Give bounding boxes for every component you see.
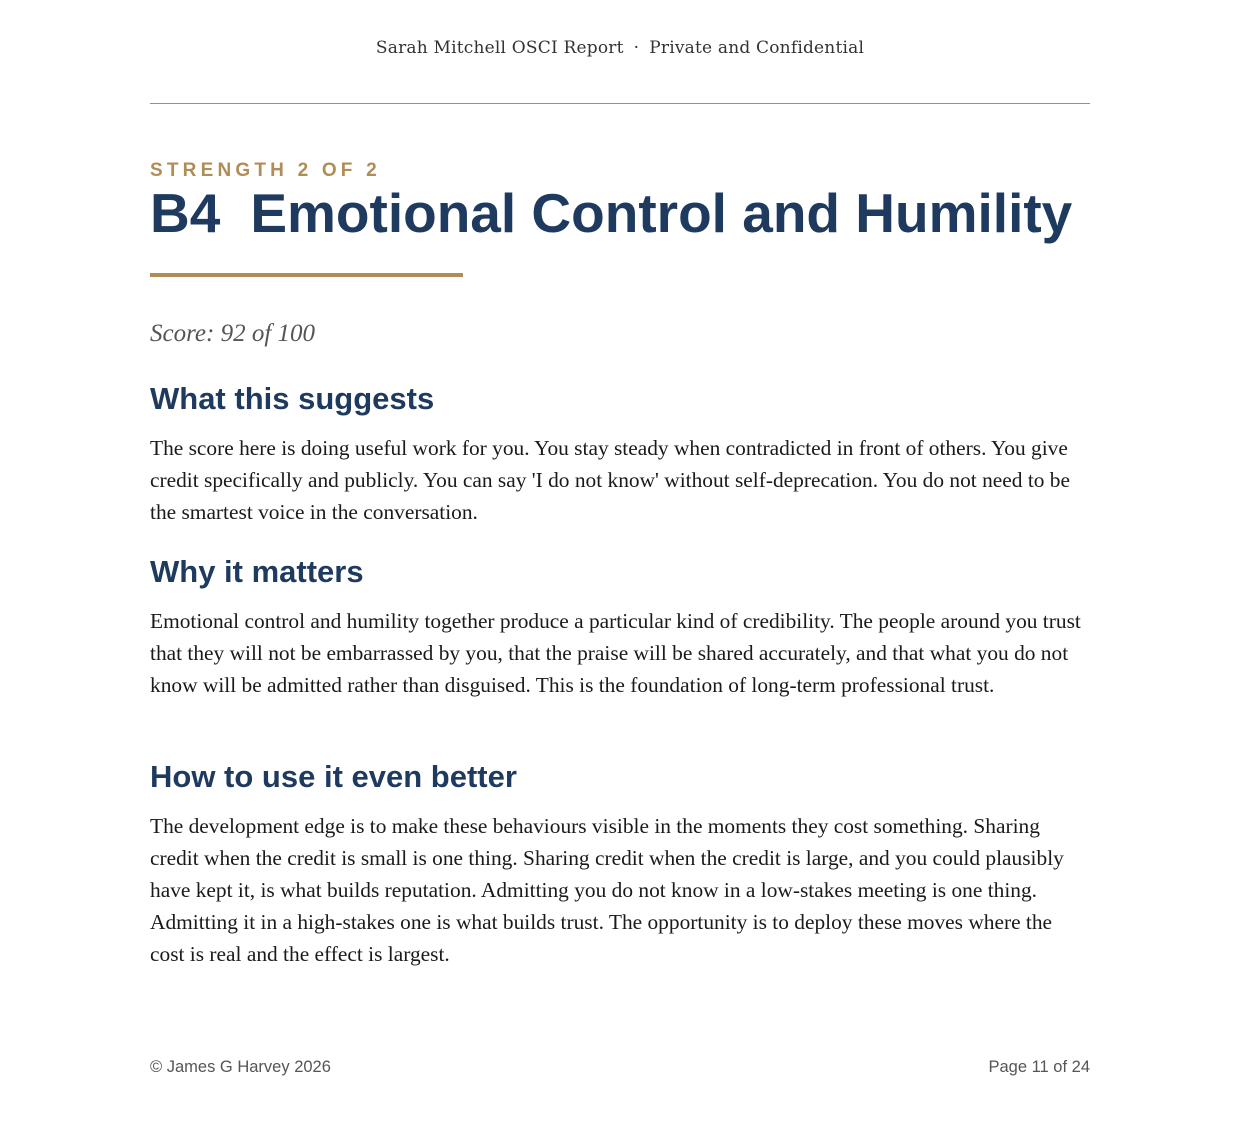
confidentiality-label: Private and Confidential (649, 38, 865, 58)
running-header (150, 38, 1090, 58)
score-text: Score: 92 of 100 (150, 320, 316, 347)
report-page (150, 0, 1090, 1146)
strength-eyebrow: STRENGTH 2 OF 2 (150, 160, 381, 181)
footer-page-number: Page 11 of 24 (988, 1058, 1090, 1076)
strength-title: Emotional Control and Humility (250, 182, 1073, 244)
section-heading-what-this-suggests: What this suggests (150, 381, 435, 416)
section-heading-how-to-use: How to use it even better (150, 759, 517, 794)
report-title: Sarah Mitchell OSCI Report (375, 38, 624, 58)
strength-code: B4 (150, 182, 221, 244)
section-body-how-to-use: The development edge is to make these behaviours visible in the moments they cost something. Sharing credit when the credit is small is one thing. Sharing credit when the credit is large, and you could plausibly have kept it, is what builds reputation. Admitting you do not know in a low-stakes meeting is one thing. Admitting it in a high-stakes one is what builds trust. The opportunity is to deploy these moves where the cost is real and the effect is largest. (150, 814, 1064, 966)
section-body-what-this-suggests: The score here is doing useful work for you. You stay steady when contradicted in front of others. You give credit specifically and publicly. You can say 'I do not know' without self-deprecation. You do not need to be the smartest voice in the conversation. (150, 436, 1070, 524)
header-divider (150, 103, 1090, 104)
header-separator: · (633, 38, 640, 58)
footer-copyright: © James G Harvey 2026 (150, 1058, 331, 1076)
section-body-why-it-matters: Emotional control and humility together produce a particular kind of credibility. The people around you trust that they will not be embarrassed by you, that the praise will be shared accurately, and that what you do not know will be admitted rather than disguised. This is the foundation of long-term professional trust. (150, 609, 1081, 697)
section-heading-why-it-matters: Why it matters (150, 554, 364, 589)
title-underline (150, 273, 463, 277)
page-title (150, 178, 1072, 248)
